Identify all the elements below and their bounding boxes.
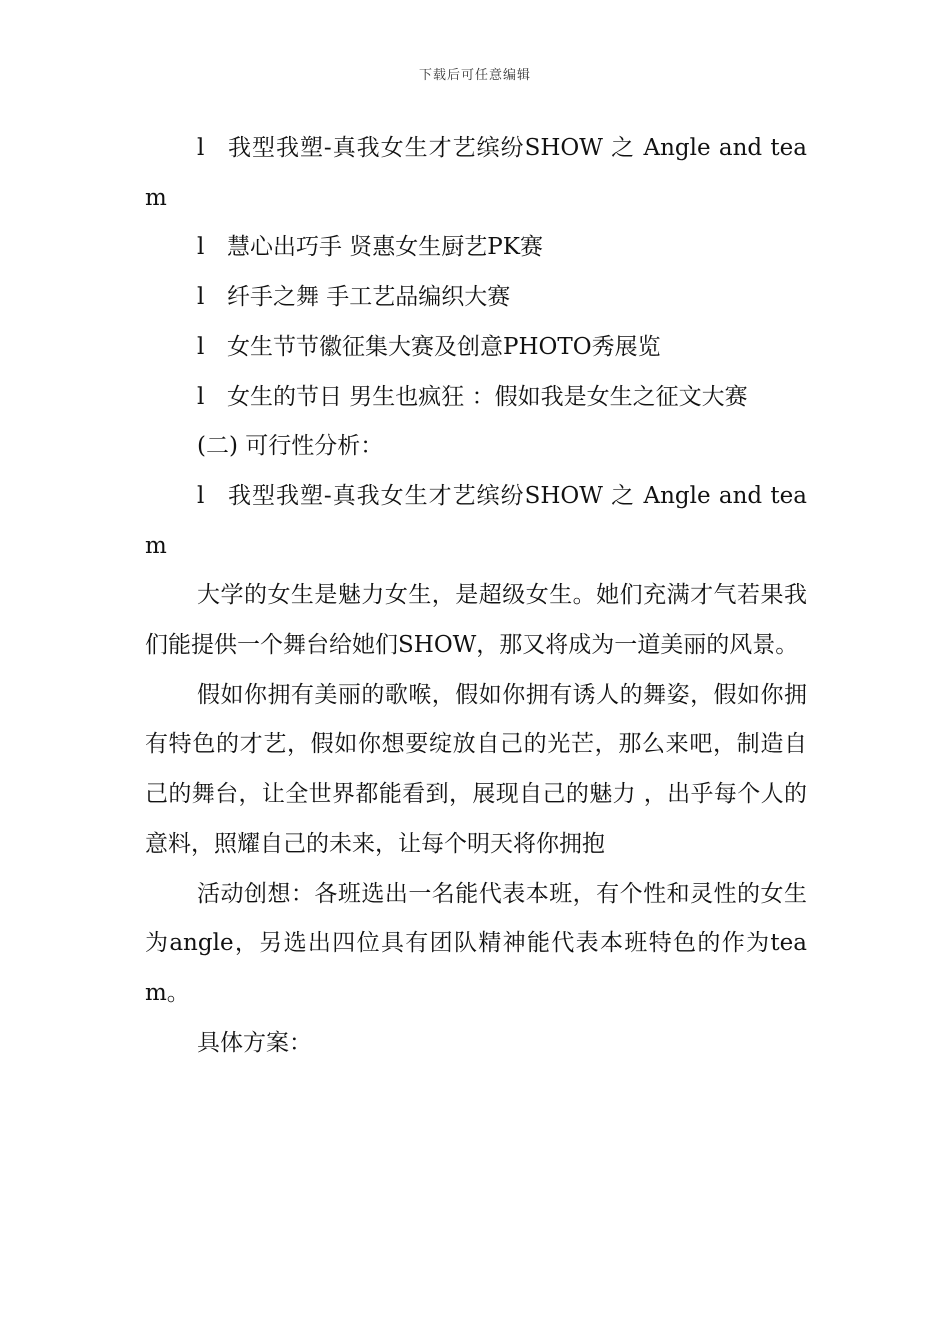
section-heading: (二) 可行性分析：	[197, 433, 384, 460]
list-bullet: l	[197, 333, 205, 360]
list-item-text: 我型我塑-真我女生才艺缤纷SHOW 之 Angle and team	[145, 482, 807, 559]
list-item	[145, 124, 807, 223]
list-item	[145, 273, 807, 323]
list-item-text: 女生的节日 男生也疯狂 ：假如我是女生之征文大赛	[227, 383, 748, 410]
list-item	[145, 323, 807, 373]
body-paragraph: 假如你拥有美丽的歌喉，假如你拥有诱人的舞姿，假如你拥有特色的才艺，假如你想要绽放自己的光芒，那么来吧，制造自己的舞台，让全世界都能看到，展现自己的魅力 ，出乎每个人的意料，照耀自己的未来，让每个明天将你拥抱	[145, 681, 807, 857]
body-paragraph: 大学的女生是魅力女生，是超级女生。她们充满才气若果我们能提供一个舞台给她们SHOW，那又将成为一道美丽的风景。	[145, 582, 807, 659]
list-item-text: 慧心出巧手 贤惠女生厨艺PK赛	[227, 234, 543, 261]
document-body	[145, 124, 807, 1068]
list-bullet: l	[197, 284, 205, 311]
list-bullet: l	[197, 383, 205, 410]
body-paragraph: 活动创想：各班选出一名能代表本班，有个性和灵性的女生为angle，另选出四位具有团队精神能代表本班特色的作为team。	[145, 880, 807, 1006]
list-item	[145, 373, 807, 423]
body-paragraph: 具体方案：	[197, 1029, 312, 1056]
list-bullet: l	[197, 234, 205, 261]
list-bullet: l	[197, 482, 205, 509]
list-item-text: 我型我塑-真我女生才艺缤纷SHOW 之 Angle and team	[145, 135, 807, 211]
list-item-text: 纤手之舞 手工艺品编织大赛	[227, 284, 511, 311]
page-header-note: 下载后可任意编辑	[418, 68, 531, 83]
list-item	[145, 223, 807, 273]
list-item-text: 女生节节徽征集大赛及创意PHOTO秀展览	[227, 333, 661, 360]
list-item	[145, 472, 807, 571]
list-bullet: l	[197, 135, 205, 161]
